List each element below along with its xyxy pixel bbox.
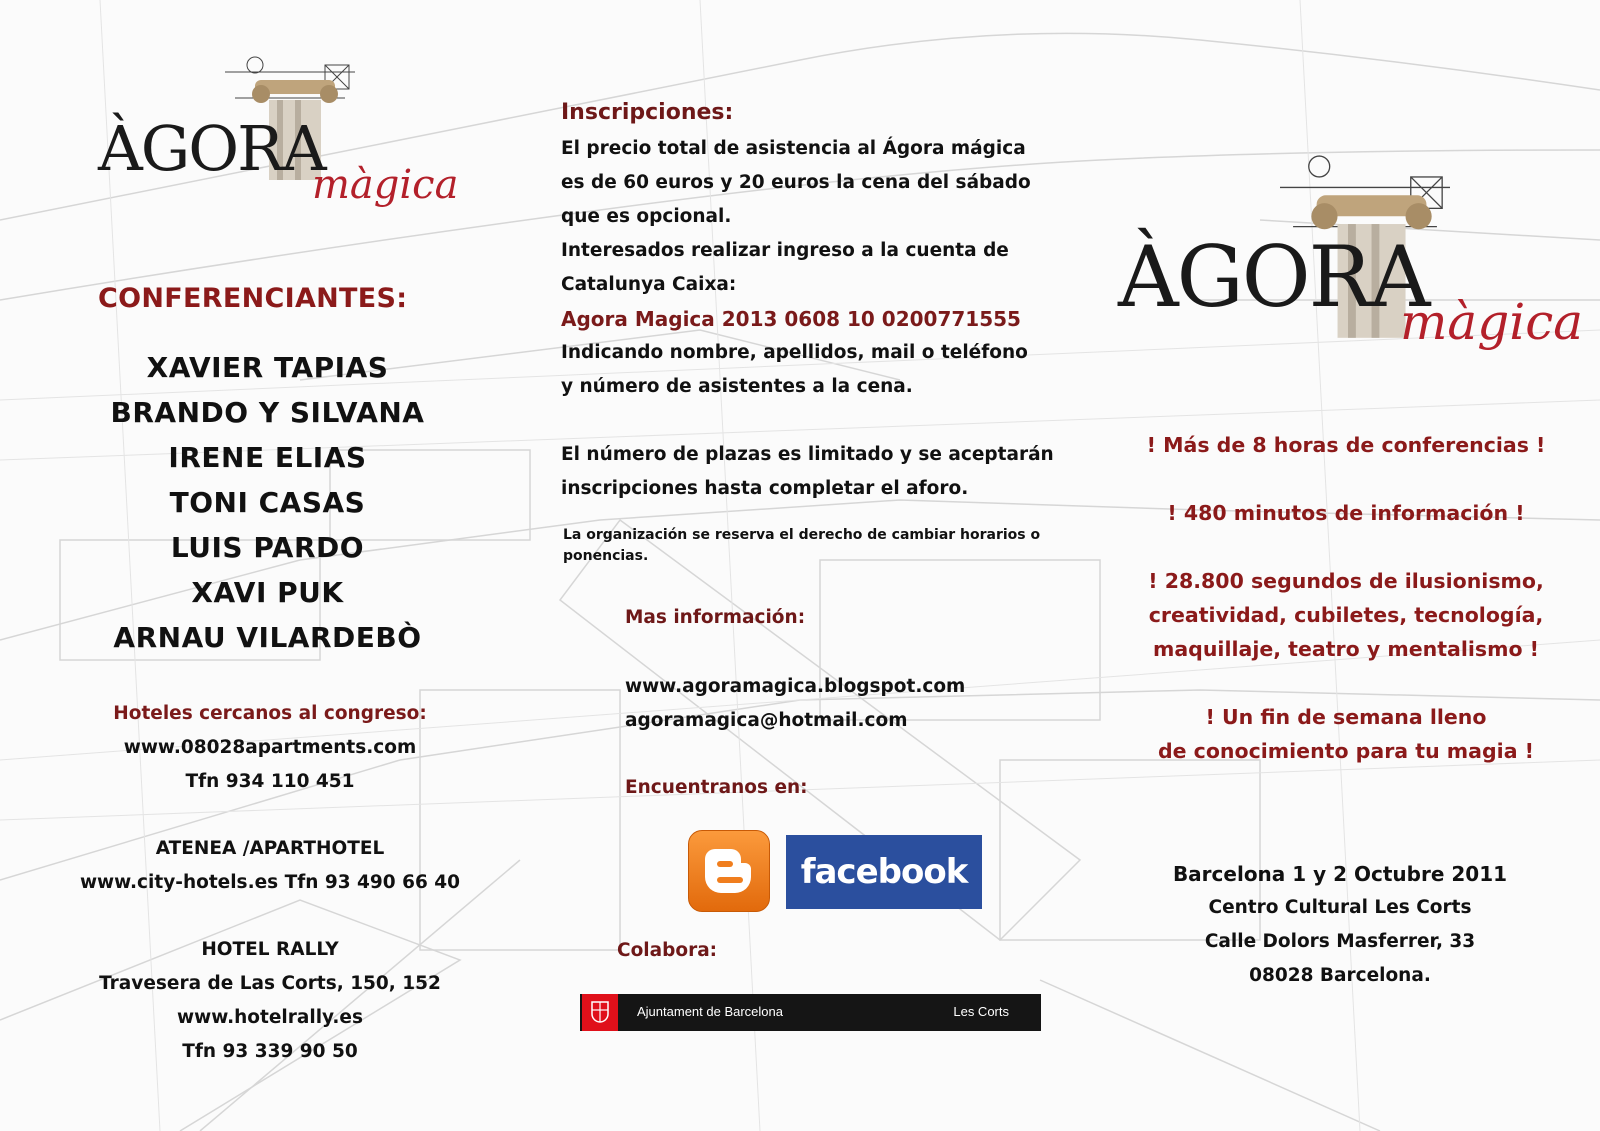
speaker-name: LUIS PARDO [170, 531, 365, 564]
bank-account: Agora Magica 2013 0608 10 0200771555 [561, 307, 1021, 331]
hotel1-web[interactable]: www.08028apartments.com [123, 737, 417, 758]
logo-script: màgica [312, 162, 459, 208]
logo-word: ÀGORA [98, 112, 325, 185]
ajuntament-banner [580, 994, 1041, 1031]
inscripciones-body [561, 132, 1081, 506]
event-date: Barcelona 1 y 2 Octubre 2011 [1172, 862, 1508, 886]
event-street: Calle Dolors Masferrer, 33 [1204, 931, 1476, 952]
speaker-name: XAVIER TAPIAS [146, 351, 389, 384]
blog-link[interactable]: www.agoramagica.blogspot.com [625, 676, 966, 697]
hotels-section [70, 697, 470, 1069]
ins-line: es de 60 euros y 20 euros la cena del sábado [561, 172, 1031, 193]
logo-word: ÀGORA [1118, 228, 1429, 326]
ins-line: Indicando nombre, apellidos, mail o teléfono [561, 342, 1028, 363]
speaker-name: XAVI PUK [191, 576, 344, 609]
speaker-name: ARNAU VILARDEBÒ [113, 621, 422, 654]
barcelona-shield-icon [582, 994, 618, 1031]
find-us-title: Encuentranos en: [625, 777, 808, 798]
ins-line: Catalunya Caixa: [561, 274, 737, 295]
promo-section [1115, 428, 1577, 768]
district-label: Les Corts [953, 1004, 1009, 1019]
ins-line: que es opcional. [561, 206, 732, 227]
promo-line: de conocimiento para tu magia ! [1157, 739, 1535, 763]
logo-right [1110, 148, 1590, 408]
event-details [1140, 857, 1540, 993]
speaker-name: IRENE ELIAS [168, 441, 367, 474]
hotel3-web[interactable]: www.hotelrally.es [177, 1007, 363, 1028]
hotel3-phone: Tfn 93 339 90 50 [182, 1041, 358, 1062]
ins-line: El número de plazas es limitado y se aceptarán [561, 444, 1054, 465]
logo-left [90, 50, 460, 250]
hotel2-name: ATENEA /APARTHOTEL [155, 838, 385, 859]
inscripciones-title: Inscripciones: [561, 100, 734, 125]
more-info-title: Mas información: [625, 607, 806, 628]
organization-note: La organización se reserva el derecho de cambiar horarios o ponencias. [563, 527, 1041, 564]
ins-line: y número de asistentes a la cena. [561, 376, 913, 397]
contact-links [625, 670, 965, 738]
blogger-icon[interactable] [688, 830, 770, 912]
ajuntament-label: Ajuntament de Barcelona [637, 1004, 783, 1019]
speakers-list [80, 345, 455, 660]
blogger-b-icon [689, 831, 769, 911]
email-link[interactable]: agoramagica@hotmail.com [625, 710, 908, 731]
promo-line: ! 28.800 segundos de ilusionismo, [1148, 569, 1544, 593]
speaker-name: TONI CASAS [169, 486, 366, 519]
ins-line: Interesados realizar ingreso a la cuenta de [561, 240, 1009, 261]
promo-line: creatividad, cubiletes, tecnología, [1148, 603, 1544, 627]
collaborates-title: Colabora: [617, 940, 718, 961]
promo-line: ! 480 minutos de información ! [1167, 501, 1525, 525]
hotels-title: Hoteles cercanos al congreso: [113, 703, 427, 724]
speakers-title: CONFERENCIANTES: [98, 283, 408, 314]
facebook-label: facebook [800, 852, 968, 892]
logo-script: màgica [1400, 293, 1584, 351]
facebook-logo[interactable] [786, 835, 982, 909]
hotel3-name: HOTEL RALLY [201, 939, 339, 960]
promo-line: maquillaje, teatro y mentalismo ! [1152, 637, 1540, 661]
hotel3-address: Travesera de Las Corts, 150, 152 [99, 973, 441, 994]
event-city: 08028 Barcelona. [1249, 965, 1431, 986]
speaker-name: BRANDO Y SILVANA [110, 396, 425, 429]
event-venue: Centro Cultural Les Corts [1208, 897, 1472, 918]
hotel2-contact[interactable]: www.city-hotels.es Tfn 93 490 66 40 [79, 872, 461, 893]
hotel1-phone: Tfn 934 110 451 [185, 771, 355, 792]
ins-line: El precio total de asistencia al Ágora mágica [561, 138, 1026, 159]
promo-line: ! Un fin de semana lleno [1205, 705, 1487, 729]
promo-line: ! Más de 8 horas de conferencias ! [1146, 433, 1546, 457]
ins-line: inscripciones hasta completar el aforo. [561, 478, 969, 499]
